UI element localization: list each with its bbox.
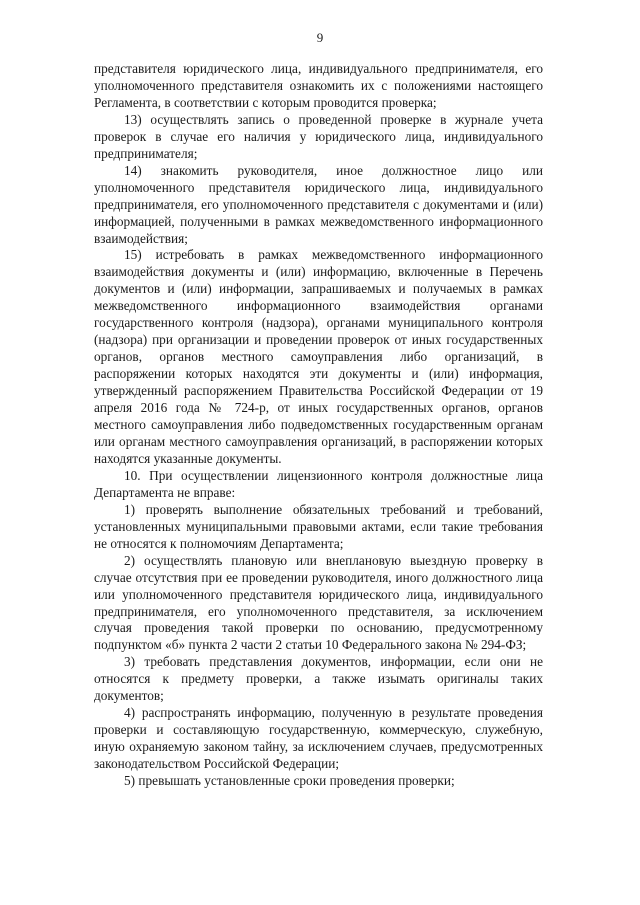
paragraph-prohibition-3: 3) требовать представления документов, информации, если они не относятся к предмету проверки, а также изымать оригиналы таких документов; bbox=[94, 654, 543, 704]
paragraph-continuation: представителя юридического лица, индивидуального предпринимателя, его уполномоченного представителя ознакомить их с положениями настоящего Регламента, в соответствии с которым проводится проверка; bbox=[94, 61, 543, 110]
paragraph-item-14: 14) знакомить руководителя, иное должностное лицо или уполномоченного представителя юридического лица, индивидуального предпринимателя, его уполномоченного представителя с документами и (или) информацией, полученными в рамках межведомственного информационного взаимодействия; bbox=[94, 162, 543, 246]
paragraph-section-10: 10. При осуществлении лицензионного контроля должностные лица Департамента не вправе: bbox=[94, 467, 543, 500]
page-number: 9 bbox=[316, 30, 324, 45]
paragraph-prohibition-2: 2) осуществлять плановую или внеплановую выездную проверку в случае отсутствия при ее проведении руководителя, иного должностного лица или уполномоченного представителя юридического лица, индивидуального предпринимателя, его уполномоченного представителя, за исключением случая проведения такой проверки по основанию, предусмотренному подпунктом «б» пункта 2 части 2 статьи 10 Федерального закона № 294-ФЗ; bbox=[94, 552, 543, 653]
paragraph-prohibition-1: 1) проверять выполнение обязательных требований и требований, установленных муниципальными правовыми актами, если такие требования не относятся к полномочиям Департамента; bbox=[94, 501, 543, 551]
paragraph-item-15: 15) истребовать в рамках межведомственного информационного взаимодействия документы и (или) информацию, включенные в Перечень документов и (или) информации, запрашиваемых и получаемых в рамках межведомственного информационного взаимодействия органами государственного контроля (надзора), органами муниципального контроля (надзора) при организации и проведении проверок от иных государственных органов, органов местного самоуправления либо организаций, в распоряжении которых находятся эти документы и (или) информация, утвержденный распоряжением Правительства Российской Федерации от 19 апреля 2016 года № 724-р, от иных государственных органов, органов местного самоуправления либо подведомственных государственным органам или органам местного самоуправления организаций, в распоряжении которых находятся указанные документы. bbox=[94, 247, 543, 466]
paragraph-prohibition-5: 5) превышать установленные сроки проведения проверки; bbox=[124, 773, 455, 789]
document-body bbox=[94, 61, 543, 790]
paragraph-prohibition-4: 4) распространять информацию, полученную в результате проведения проверки и составляющую государственную, коммерческую, служебную, иную охраняемую законом тайну, за исключением случаев, предусмотренных законодательством Российской Федерации; bbox=[94, 705, 543, 772]
paragraph-item-13: 13) осуществлять запись о проведенной проверке в журнале учета проверок в случае его наличия у юридического лица, индивидуального предпринимателя; bbox=[94, 111, 543, 161]
